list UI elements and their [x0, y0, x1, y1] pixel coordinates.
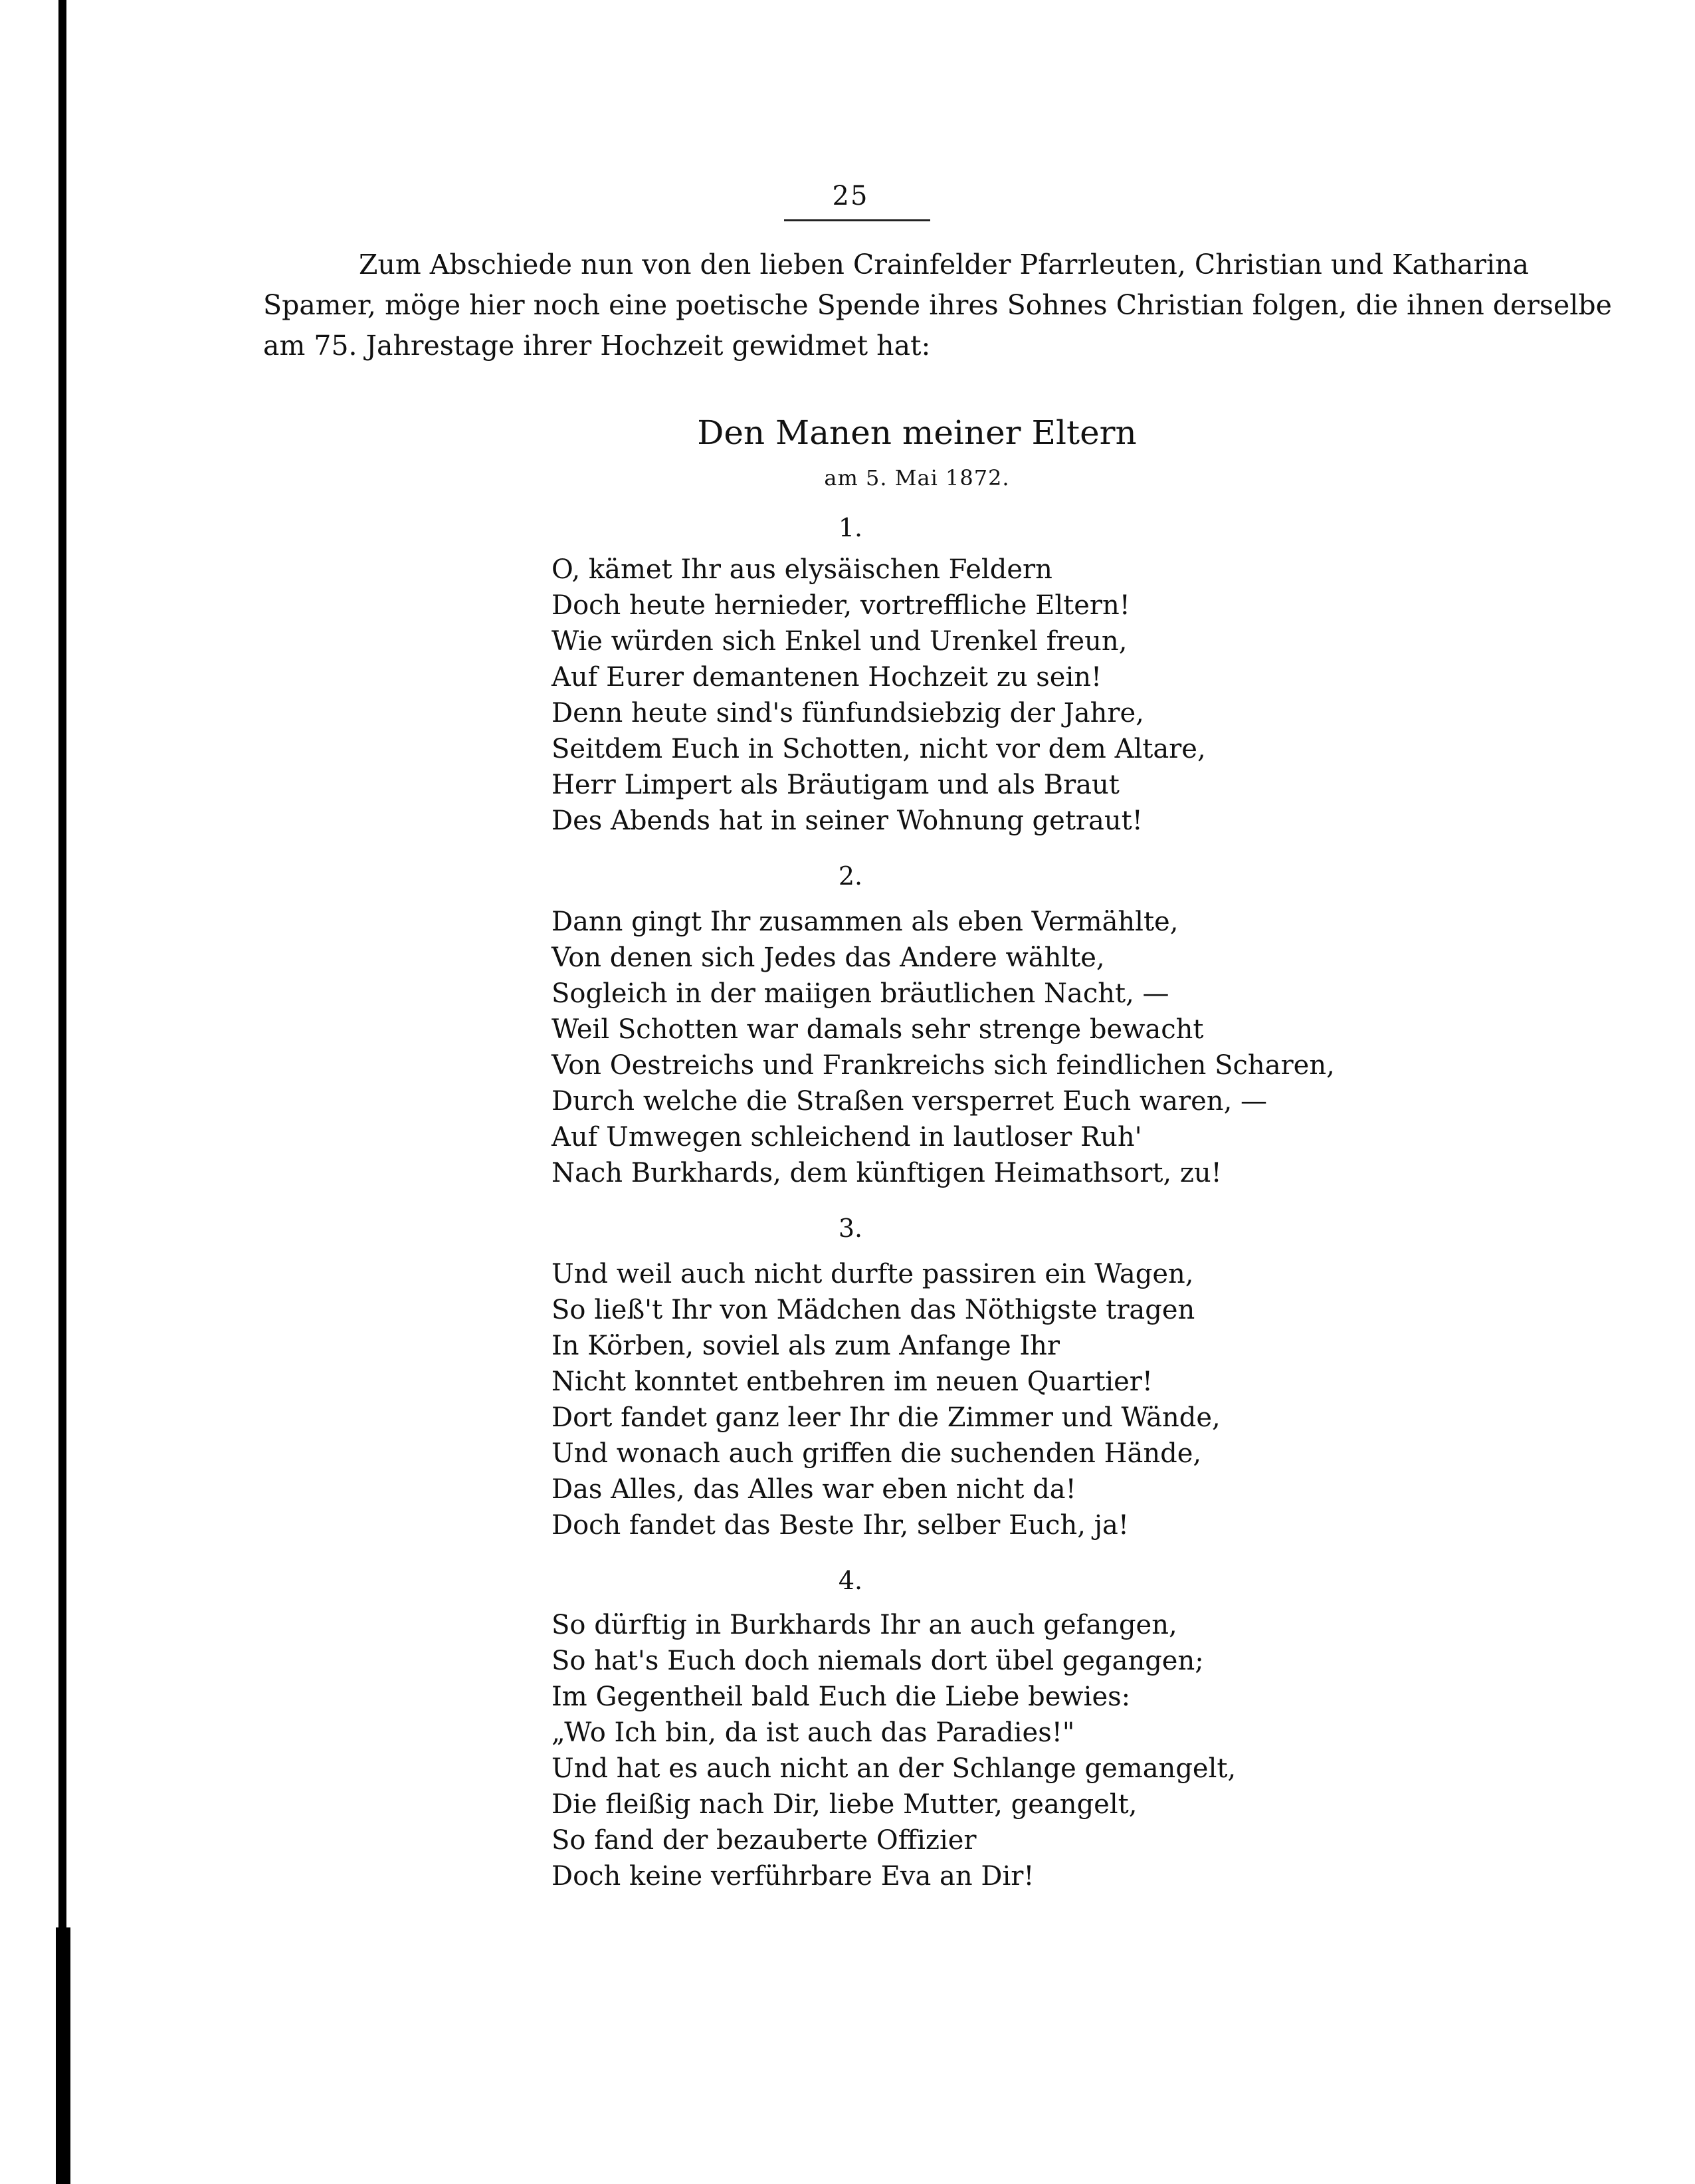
verse-line: Und hat es auch nicht an der Schlange gemangelt,	[551, 1753, 1237, 1784]
verse-line: So ließ't Ihr von Mädchen das Nöthigste tragen	[551, 1295, 1195, 1325]
verse-line: Durch welche die Straßen versperret Euch waren, —	[551, 1086, 1267, 1117]
stanza	[551, 552, 1415, 839]
verse-line: Weil Schotten war damals sehr strenge bewacht	[551, 1014, 1204, 1045]
page-number: 25	[832, 181, 869, 211]
verse-line: Dort fandet ganz leer Ihr die Zimmer und Wände,	[551, 1402, 1221, 1433]
verse-line: Doch keine verführbare Eva an Dir!	[551, 1861, 1035, 1892]
verse-line: So dürftig in Burkhards Ihr an auch gefangen,	[551, 1610, 1177, 1640]
verse-line: Nicht konntet entbehren im neuen Quartier!	[551, 1366, 1153, 1397]
poem-date: am 5. Mai 1872.	[824, 465, 1010, 491]
verse-line: Und weil auch nicht durfte passiren ein Wagen,	[551, 1259, 1194, 1289]
verse-line: So hat's Euch doch niemals dort übel gegangen;	[551, 1646, 1204, 1676]
page-binding-edge-lower	[56, 1927, 70, 2184]
verse-line: Nach Burkhards, dem künftigen Heimathsort, zu!	[551, 1158, 1222, 1188]
verse-line: Im Gegentheil bald Euch die Liebe bewies:	[551, 1682, 1131, 1712]
verse-line: So fand der bezauberte Offizier	[551, 1825, 977, 1856]
page-number-rule	[784, 219, 930, 221]
verse-line: Doch heute hernieder, vortreffliche Eltern!	[551, 590, 1130, 621]
verse-line: Denn heute sind's fünfundsiebzig der Jahre,	[551, 698, 1144, 728]
intro-line: Zum Abschiede nun von den lieben Crainfelder Pfarrleuten, Christian und Katharina	[359, 249, 1529, 280]
verse-line: Dann gingt Ihr zusammen als eben Vermählte,	[551, 907, 1179, 937]
stanza-number: 3.	[838, 1214, 863, 1243]
verse-line: Und wonach auch griffen die suchenden Hände,	[551, 1438, 1202, 1469]
verse-line: In Körben, soviel als zum Anfange Ihr	[551, 1331, 1060, 1361]
verse-line: Von denen sich Jedes das Andere wählte,	[551, 942, 1105, 973]
intro-line: Spamer, möge hier noch eine poetische Spende ihres Sohnes Christian folgen, die ihnen derselbe	[263, 289, 1612, 321]
verse-line: „Wo Ich bin, da ist auch das Paradies!"	[551, 1717, 1075, 1748]
verse-line: Wie würden sich Enkel und Urenkel freun,	[551, 626, 1128, 657]
intro-line: am 75. Jahrestage ihrer Hochzeit gewidmet hat:	[263, 330, 931, 362]
stanza	[551, 904, 1415, 1191]
stanza-number: 4.	[838, 1566, 863, 1595]
stanza	[551, 1607, 1415, 1894]
verse-line: Auf Eurer demantenen Hochzeit zu sein!	[551, 662, 1102, 693]
intro-paragraph	[263, 245, 1612, 366]
verse-line: Doch fandet das Beste Ihr, selber Euch, ja!	[551, 1510, 1129, 1541]
verse-line: Von Oestreichs und Frankreichs sich feindlichen Scharen,	[551, 1050, 1335, 1081]
page-binding-edge	[58, 0, 66, 2184]
verse-line: Sogleich in der maiigen bräutlichen Nacht, —	[551, 978, 1169, 1009]
verse-line: Seitdem Euch in Schotten, nicht vor dem Altare,	[551, 734, 1206, 764]
verse-line: Des Abends hat in seiner Wohnung getraut!	[551, 806, 1143, 836]
verse-line: Auf Umwegen schleichend in lautloser Ruh'	[551, 1122, 1142, 1152]
verse-line: O, kämet Ihr aus elysäischen Feldern	[551, 554, 1052, 585]
stanza-number: 1.	[838, 513, 863, 542]
verse-line: Herr Limpert als Bräutigam und als Braut	[551, 770, 1120, 800]
stanza-number: 2.	[838, 861, 863, 891]
verse-line: Das Alles, das Alles war eben nicht da!	[551, 1474, 1076, 1505]
poem-title: Den Manen meiner Eltern	[697, 413, 1137, 452]
stanza	[551, 1256, 1415, 1543]
verse-line: Die fleißig nach Dir, liebe Mutter, geangelt,	[551, 1789, 1138, 1820]
